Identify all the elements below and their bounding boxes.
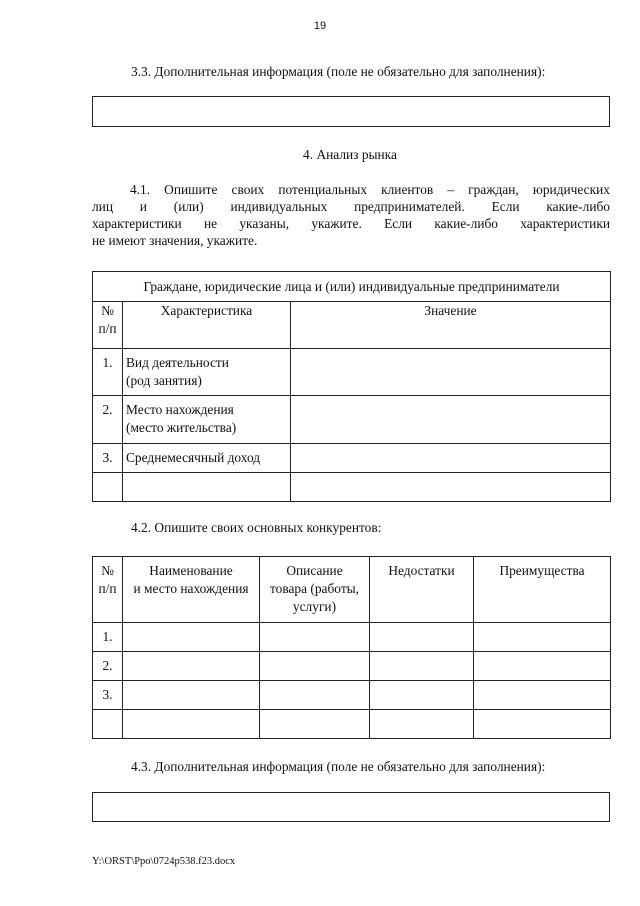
table-row — [93, 710, 611, 739]
pros-cell[interactable] — [474, 681, 611, 710]
section-4-2-label: 4.2. Опишите своих основных конкурентов: — [131, 520, 382, 535]
competitors-col-description: Описание товара (работы, услуги) — [260, 557, 370, 623]
table-row — [93, 473, 611, 502]
clients-table-header: Граждане, юридические лица и (или) индивидуальные предприниматели — [93, 272, 611, 302]
page-number: 19 — [313, 20, 327, 32]
cons-cell[interactable] — [370, 623, 474, 652]
clients-col-characteristic: Характеристика — [123, 302, 291, 349]
pros-cell[interactable] — [474, 623, 611, 652]
table-row — [93, 681, 611, 710]
row-value-cell[interactable] — [291, 396, 611, 444]
section-3-3-label: 3.3. Дополнительная информация (поле не обязательно для заполнения): — [131, 64, 546, 79]
cons-cell[interactable] — [370, 710, 474, 739]
competitors-col-cons: Недостатки — [370, 557, 474, 623]
competitors-col-num: № п/п — [93, 557, 123, 623]
table-row — [93, 444, 611, 473]
section-4-1-line3: характеристики не указаны, укажите. Если какие-либо характеристики — [92, 216, 610, 231]
row-characteristic: Среднемесячный доход — [123, 444, 291, 473]
description-cell[interactable] — [260, 652, 370, 681]
section-4-1-text — [92, 181, 610, 249]
row-number: 2. — [93, 396, 123, 444]
table-row — [93, 652, 611, 681]
row-value-cell[interactable] — [291, 444, 611, 473]
section-4-1-line2: лиц и (или) индивидуальных предпринимателей. Если какие-либо — [92, 199, 610, 214]
row-number[interactable] — [93, 710, 123, 739]
row-number: 3. — [93, 444, 123, 473]
table-row — [93, 623, 611, 652]
clients-col-num: № п/п — [93, 302, 123, 349]
row-number: 1. — [93, 623, 123, 652]
row-characteristic[interactable] — [123, 473, 291, 502]
pros-cell[interactable] — [474, 710, 611, 739]
section-4-1-line1: 4.1. Опишите своих потенциальных клиентов – граждан, юридических — [130, 182, 610, 197]
row-number: 1. — [93, 349, 123, 396]
competitors-col-name: Наименование и место нахождения — [123, 557, 260, 623]
name-cell[interactable] — [123, 623, 260, 652]
footer-file-path: Y:\ORST\Ppo\0724p538.f23.docx — [92, 856, 236, 867]
description-cell[interactable] — [260, 681, 370, 710]
row-characteristic: Вид деятельности (род занятия) — [123, 349, 291, 396]
section-3-3-field[interactable] — [92, 96, 610, 127]
row-number: 2. — [93, 652, 123, 681]
description-cell[interactable] — [260, 710, 370, 739]
row-value-cell[interactable] — [291, 349, 611, 396]
name-cell[interactable] — [123, 710, 260, 739]
clients-col-value: Значение — [291, 302, 611, 349]
row-characteristic: Место нахождения (место жительства) — [123, 396, 291, 444]
name-cell[interactable] — [123, 652, 260, 681]
section-4-title: 4. Анализ рынка — [303, 147, 397, 162]
description-cell[interactable] — [260, 623, 370, 652]
row-number[interactable] — [93, 473, 123, 502]
row-number: 3. — [93, 681, 123, 710]
table-row — [93, 349, 611, 396]
competitors-table — [92, 556, 611, 739]
clients-table — [92, 271, 611, 502]
section-4-1-line4: не имеют значения, укажите. — [92, 233, 258, 248]
cons-cell[interactable] — [370, 652, 474, 681]
row-value-cell[interactable] — [291, 473, 611, 502]
cons-cell[interactable] — [370, 681, 474, 710]
table-row — [93, 396, 611, 444]
section-4-3-label: 4.3. Дополнительная информация (поле не обязательно для заполнения): — [131, 759, 546, 774]
section-4-3-field[interactable] — [92, 792, 610, 822]
competitors-col-pros: Преимущества — [474, 557, 611, 623]
name-cell[interactable] — [123, 681, 260, 710]
pros-cell[interactable] — [474, 652, 611, 681]
